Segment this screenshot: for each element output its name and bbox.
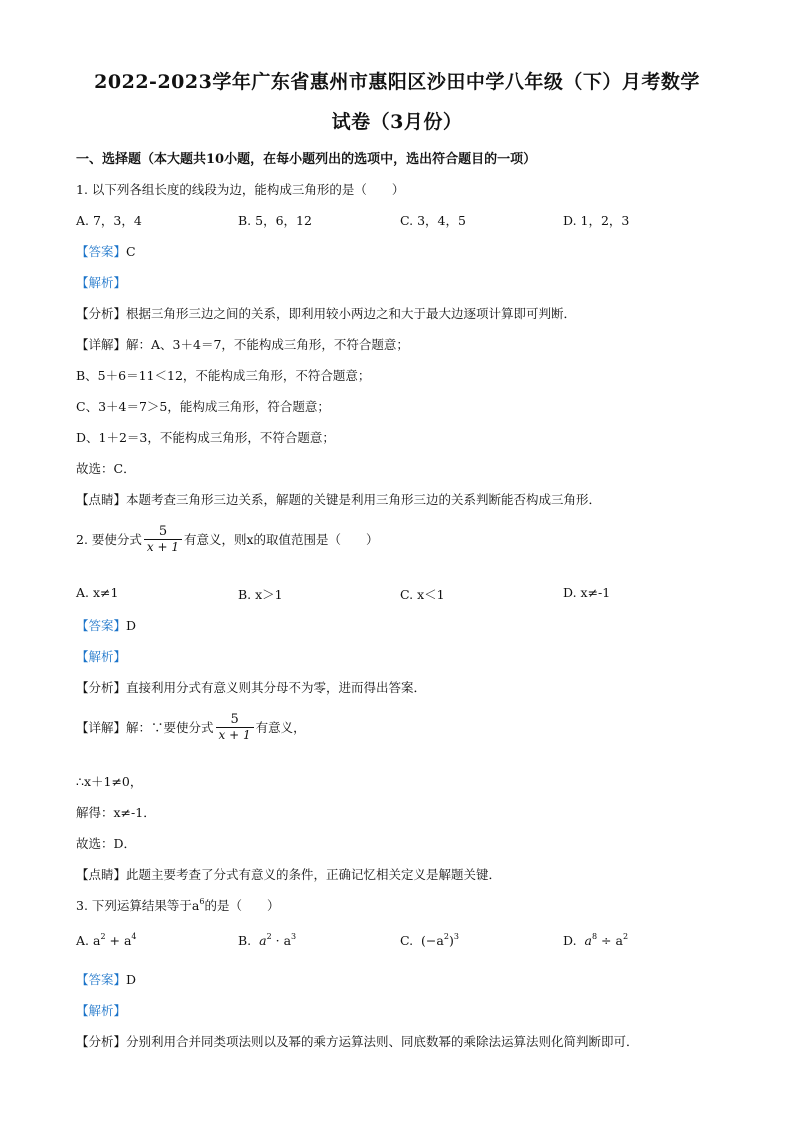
q1-option-d: D. 1，2，3: [563, 213, 630, 228]
dianjing-tag: 【点睛】: [76, 867, 127, 882]
q3-stem-exponent: 6: [199, 897, 205, 906]
q3-stem-prefix: 3. 下列运算结果等于a: [76, 898, 200, 913]
q3-option-c: C. $(-a^2)^3$: [400, 932, 459, 948]
q1-xiangjie: [76, 335, 409, 353]
q3-answer: [76, 970, 136, 988]
analysis-tag: 【解析】: [76, 1003, 127, 1018]
answer-tag: 【答案】: [76, 972, 127, 987]
q1-stem: 1. 以下列各组长度的线段为边，能构成三角形的是（ ）: [76, 182, 405, 197]
q3-analysis-tag: [76, 1001, 126, 1019]
q3-stem: [76, 896, 279, 914]
q1-dianjing: [76, 490, 601, 508]
q1-option-b: B. 5，6，12: [238, 213, 312, 228]
q3-stem-suffix: 的是（ ）: [204, 898, 280, 913]
fenxi-text: 直接利用分式有意义则其分母不为零，进而得出答案．: [126, 680, 427, 695]
xiangjie-suffix: 有意义，: [255, 720, 306, 735]
analysis-tag: 【解析】: [76, 275, 127, 290]
q2-step2: 解得：x≠-1．: [76, 805, 156, 820]
fenxi-text: 分别利用合并同类项法则以及幂的乘方运算法则、同底数幂的乘除法运算法则化简判断即可．: [126, 1034, 639, 1049]
q1-option-a: A. 7，3，4: [76, 213, 142, 228]
document-title-line1: 2022-2023学年广东省惠州市惠阳区沙田中学八年级（下）月考数学: [94, 71, 700, 93]
xiangjie-text: 解：A、3＋4＝7，不能构成三角形，不符合题意；: [126, 337, 409, 352]
q1-fenxi: [76, 304, 576, 322]
fraction-numerator: 5: [230, 712, 239, 727]
q3-option-d: D. $a^8 \div a^2$: [563, 932, 629, 948]
section-heading: 一、选择题（本大题共10小题，在每小题列出的选项中，选出符合题目的一项）: [76, 152, 537, 167]
exponent: 2: [100, 932, 106, 941]
q3-option-b: B. $a^2 \cdot a^3$: [238, 932, 297, 948]
fenxi-tag: 【分析】: [76, 680, 127, 695]
option-letter: A. a: [76, 933, 101, 948]
q2-analysis-tag: [76, 647, 126, 665]
option-letter: C.: [400, 933, 414, 948]
q2-option-b: B. x＞1: [238, 587, 283, 602]
fraction-denominator: x + 1: [216, 727, 254, 742]
dianjing-text: 此题主要考查了分式有意义的条件，正确记忆相关定义是解题关键．: [126, 867, 502, 882]
xiangjie-tag: 【详解】: [76, 720, 127, 735]
xiangjie-tag: 【详解】: [76, 337, 127, 352]
answer-value: C: [126, 244, 136, 259]
exponent: 4: [131, 932, 137, 941]
q1-choose: 故选：C．: [76, 461, 136, 476]
fenxi-tag: 【分析】: [76, 1034, 127, 1049]
q2-dianjing: [76, 865, 501, 883]
option-letter: D.: [563, 933, 577, 948]
q2-answer: [76, 616, 136, 634]
dianjing-tag: 【点睛】: [76, 492, 127, 507]
analysis-tag: 【解析】: [76, 649, 127, 664]
q3-option-a: A. $a^2 + a^4$: [76, 932, 137, 948]
dianjing-text: 本题考查三角形三边关系，解题的关键是利用三角形三边的关系判断能否构成三角形．: [126, 492, 602, 507]
answer-tag: 【答案】: [76, 244, 127, 259]
answer-value: D: [126, 972, 137, 987]
q2-fraction: [144, 524, 182, 554]
q2-choose: 故选：D．: [76, 836, 137, 851]
q2-xiangjie: [76, 712, 306, 742]
document-title-line2: 试卷（3月份）: [331, 111, 463, 133]
answer-tag: 【答案】: [76, 618, 127, 633]
q2-option-c: C. x＜1: [400, 587, 445, 602]
q2-detail-fraction: [216, 712, 254, 742]
q1-line-b: B、5＋6＝11＜12，不能构成三角形，不符合题意；: [76, 368, 371, 383]
q2-step1: ∴x＋1≠0，: [76, 774, 143, 789]
q2-stem: [76, 524, 379, 554]
q1-option-c: C. 3，4，5: [400, 213, 466, 228]
fenxi-tag: 【分析】: [76, 306, 127, 321]
q1-line-d: D、1＋2＝3，不能构成三角形，不符合题意；: [76, 430, 335, 445]
q3-fenxi: [76, 1032, 639, 1050]
q1-answer: [76, 242, 136, 260]
q1-line-c: C、3＋4＝7＞5，能构成三角形，符合题意；: [76, 399, 330, 414]
xiangjie-text: 解：∵要使分式: [126, 720, 214, 735]
fenxi-text: 根据三角形三边之间的关系，即利用较小两边之和大于最大边逐项计算即可判断．: [126, 306, 577, 321]
q1-analysis-tag: [76, 273, 126, 291]
fraction-numerator: 5: [158, 524, 168, 539]
answer-value: D: [126, 618, 137, 633]
q2-fenxi: [76, 678, 426, 696]
q2-option-a: A. x≠1: [76, 585, 119, 600]
q2-stem-prefix: 2. 要使分式: [76, 532, 142, 547]
fraction-denominator: x + 1: [144, 539, 182, 554]
q2-option-d: D. x≠-1: [563, 585, 611, 600]
option-letter: B.: [238, 933, 252, 948]
q2-stem-suffix: 有意义，则x的取值范围是（ ）: [184, 532, 379, 547]
